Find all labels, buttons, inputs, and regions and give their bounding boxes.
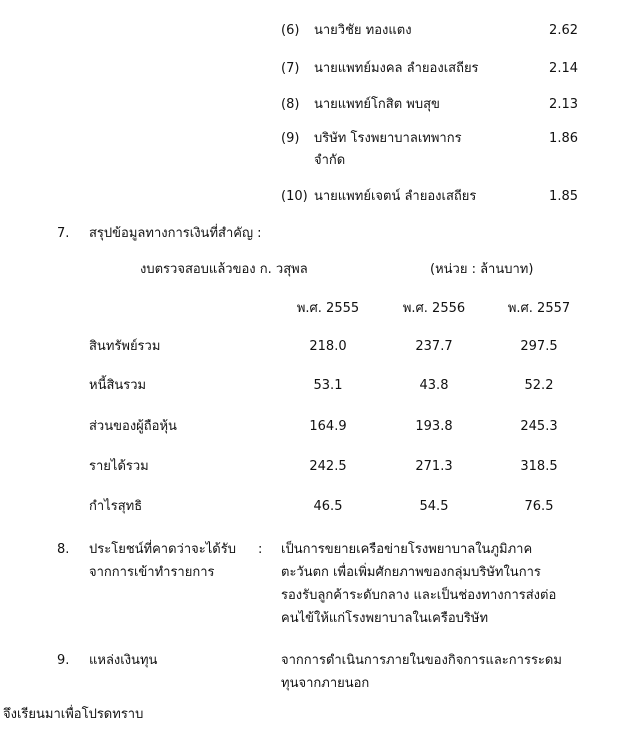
row-label: รายได้รวม — [89, 459, 149, 474]
row-value: 54.5 — [419, 499, 449, 514]
section-7-heading: สรุปข้อมูลทางการเงินที่สำคัญ : — [89, 226, 262, 241]
shareholder-pct: 2.14 — [549, 61, 578, 76]
section-8-label: ประโยชน์ที่คาดว่าจะได้รับ — [89, 542, 236, 557]
shareholder-name: นายแพทย์มงคล ลำยองเสถียร — [314, 61, 479, 76]
shareholder-name: บริษัท โรงพยาบาลเทพากร — [314, 131, 462, 146]
row-label: ส่วนของผู้ถือหุ้น — [89, 419, 177, 434]
shareholder-pct: 1.86 — [549, 131, 578, 146]
unit-note: (หน่วย : ล้านบาท) — [430, 262, 534, 277]
year-header: พ.ศ. 2555 — [296, 301, 360, 316]
section-9-text: จากการดำเนินการภายในของกิจการและการระดม — [281, 653, 562, 668]
row-value: 242.5 — [309, 459, 347, 474]
row-value: 53.1 — [313, 378, 343, 393]
section-8-text: คนไข้ให้แก่โรงพยาบาลในเครือบริษัท — [281, 611, 489, 626]
shareholder-name: นายแพทย์โกสิต พบสุข — [314, 97, 440, 112]
section-7-number: 7. — [57, 226, 70, 241]
section-8-text: รองรับลูกค้าระดับกลาง และเป็นช่องทางการส่งต่อ — [281, 588, 557, 603]
shareholder-no: (6) — [281, 23, 300, 38]
shareholder-name: นายวิชัย ทองแตง — [314, 23, 412, 38]
row-value: 218.0 — [309, 339, 347, 354]
row-value: 164.9 — [309, 419, 347, 434]
shareholder-name-continued: จำกัด — [314, 153, 346, 168]
year-header: พ.ศ. 2557 — [507, 301, 571, 316]
row-value: 271.3 — [415, 459, 453, 474]
shareholder-pct: 2.62 — [549, 23, 578, 38]
row-label: สินทรัพย์รวม — [89, 339, 161, 354]
row-label: หนี้สินรวม — [89, 378, 147, 393]
row-value: 318.5 — [520, 459, 558, 474]
financial-subheading: งบตรวจสอบแล้วของ ก. วสุพล — [140, 262, 308, 277]
section-8-text: เป็นการขยายเครือข่ายโรงพยาบาลในภูมิภาค — [281, 542, 533, 557]
section-8-label-continued: จากการเข้าทำรายการ — [89, 565, 215, 580]
section-8-number: 8. — [57, 542, 70, 557]
shareholder-no: (7) — [281, 61, 300, 76]
row-value: 46.5 — [313, 499, 343, 514]
shareholder-no: (9) — [281, 131, 300, 146]
row-value: 76.5 — [524, 499, 554, 514]
section-8-text: ตะวันตก เพื่อเพิ่มศักยภาพของกลุ่มบริษัทในการ — [281, 565, 541, 580]
row-value: 297.5 — [520, 339, 558, 354]
shareholder-name: นายแพทย์เจตน์ ลำยองเสถียร — [314, 189, 477, 204]
section-8-colon: : — [258, 542, 263, 557]
row-label: กำไรสุทธิ — [89, 499, 143, 514]
section-9-text: ทุนจากภายนอก — [281, 676, 370, 691]
row-value: 52.2 — [524, 378, 554, 393]
shareholder-no: (10) — [281, 189, 308, 204]
shareholder-no: (8) — [281, 97, 300, 112]
row-value: 245.3 — [520, 419, 558, 434]
shareholder-pct: 1.85 — [549, 189, 578, 204]
section-9-number: 9. — [57, 653, 70, 668]
year-header: พ.ศ. 2556 — [402, 301, 466, 316]
row-value: 237.7 — [415, 339, 453, 354]
section-9-label: แหล่งเงินทุน — [89, 653, 158, 668]
row-value: 43.8 — [419, 378, 449, 393]
row-value: 193.8 — [415, 419, 453, 434]
shareholder-pct: 2.13 — [549, 97, 578, 112]
closing-line: จึงเรียนมาเพื่อโปรดทราบ — [3, 707, 144, 722]
